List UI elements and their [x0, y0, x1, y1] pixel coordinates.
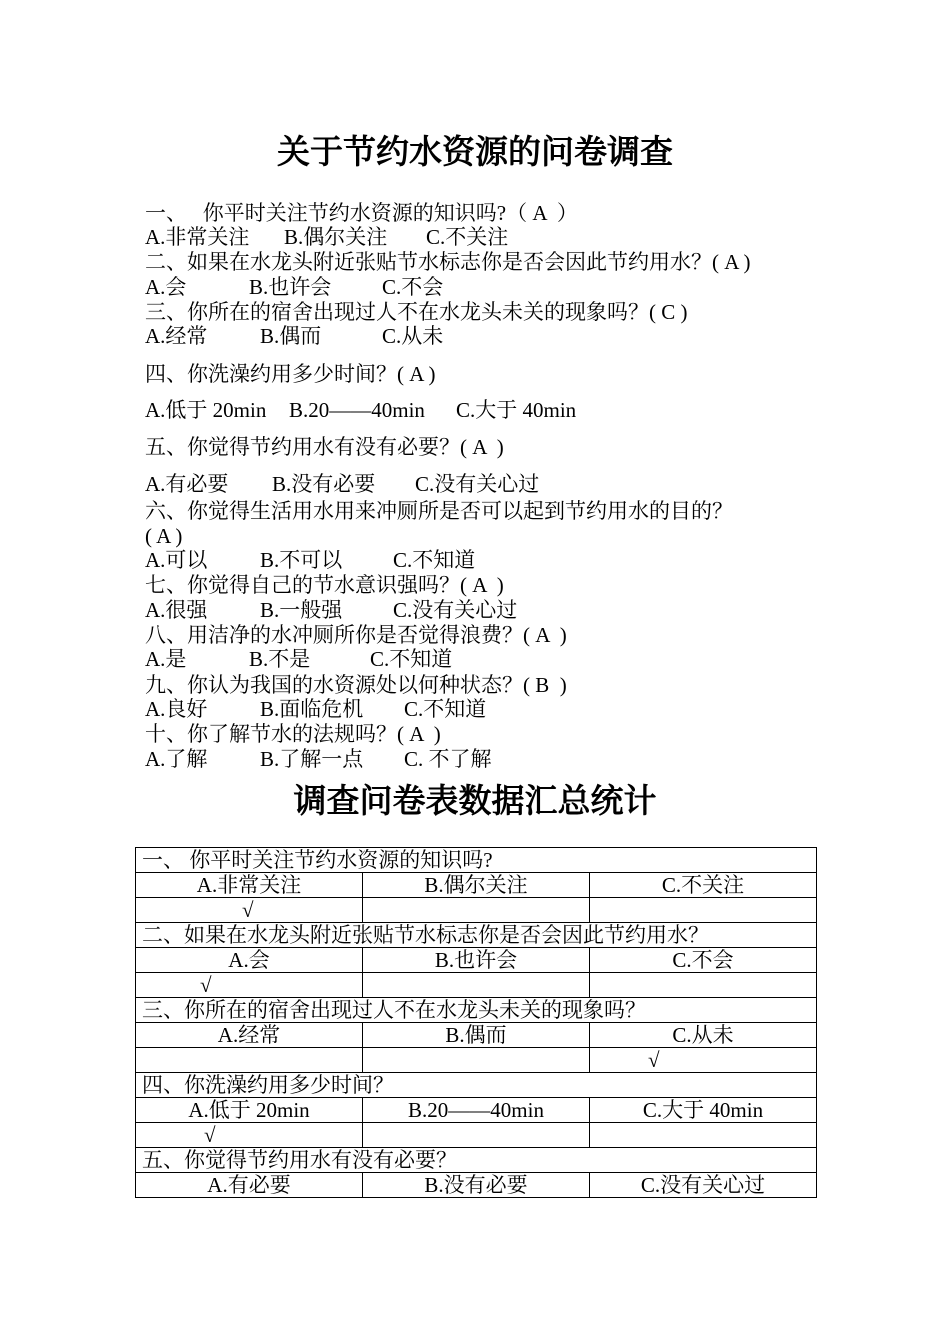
question-option: B.不可以 — [260, 548, 343, 572]
summary-tally-cell — [136, 1123, 363, 1148]
question-option: C. 不了解 — [404, 747, 492, 771]
question-option: C.从未 — [382, 324, 444, 348]
check-mark: √ — [204, 1123, 216, 1147]
question-option: B.了解一点 — [260, 747, 364, 771]
question-option: B.偶尔关注 — [284, 225, 388, 249]
question-option: A.是 — [145, 647, 187, 671]
question-option: A.会 — [145, 275, 187, 299]
summary-option: B.偶而 — [363, 1023, 590, 1048]
question-option: A.很强 — [145, 598, 208, 622]
question-option: A.良好 — [145, 697, 208, 721]
summary-option: B.偶尔关注 — [363, 873, 590, 898]
summary-tally-cell — [363, 1123, 590, 1148]
question-option: B.20——40min — [289, 398, 425, 422]
summary-table — [135, 847, 817, 1198]
question-text: 一、 你平时关注节约水资源的知识吗?（ A ） — [145, 201, 578, 225]
summary-tally-cell — [590, 1048, 817, 1073]
summary-option: A.经常 — [136, 1023, 363, 1048]
summary-option: C.从未 — [590, 1023, 817, 1048]
question-option: A.非常关注 — [145, 225, 250, 249]
summary-option: A.低于 20min — [136, 1098, 363, 1123]
summary-question: 一、 你平时关注节约水资源的知识吗? — [136, 848, 817, 873]
question-option: A.可以 — [145, 548, 208, 572]
summary-tally-cell — [136, 898, 363, 923]
summary-question: 二、如果在水龙头附近张贴节水标志你是否会因此节约用水？ — [136, 923, 817, 948]
question-option: C.不会 — [382, 275, 444, 299]
question-text: 六、你觉得生活用水用来冲厕所是否可以起到节约用水的目的？ — [145, 499, 733, 523]
summary-question: 五、你觉得节约用水有没有必要？ — [136, 1148, 817, 1173]
check-mark: √ — [242, 898, 254, 922]
question-option: C.没有关心过 — [393, 598, 518, 622]
summary-tally-cell — [590, 973, 817, 998]
question-option: B.偶而 — [260, 324, 322, 348]
summary-option: C.大于 40min — [590, 1098, 817, 1123]
summary-tally-cell — [363, 973, 590, 998]
summary-option: A.会 — [136, 948, 363, 973]
question-option: B.没有必要 — [272, 472, 376, 496]
summary-option: B.20——40min — [363, 1098, 590, 1123]
survey-title: 关于节约水资源的问卷调查 — [277, 132, 673, 171]
summary-option: A.非常关注 — [136, 873, 363, 898]
question-option: B.不是 — [249, 647, 311, 671]
question-text: 十、你了解节水的法规吗？( A ) — [145, 722, 441, 746]
check-mark: √ — [200, 973, 212, 997]
summary-option: B.没有必要 — [363, 1173, 590, 1198]
question-text: 九、你认为我国的水资源处以何种状态？( B ) — [145, 673, 567, 697]
summary-title: 调查问卷表数据汇总统计 — [293, 781, 657, 820]
question-text: 四、你洗澡约用多少时间？( A ) — [145, 362, 436, 386]
summary-option: C.没有关心过 — [590, 1173, 817, 1198]
question-option: C.不知道 — [393, 548, 476, 572]
question-answer-continued: ( A ) — [145, 524, 183, 548]
question-option: A.了解 — [145, 747, 208, 771]
question-option: B.一般强 — [260, 598, 343, 622]
question-text: 三、你所在的宿舍出现过人不在水龙头未关的现象吗？( C ) — [145, 300, 688, 324]
summary-tally-cell — [363, 898, 590, 923]
check-mark: √ — [648, 1048, 660, 1072]
question-option: C.不知道 — [404, 697, 487, 721]
question-text: 八、用洁净的水冲厕所你是否觉得浪费？( A ) — [145, 623, 567, 647]
summary-tally-cell — [136, 1048, 363, 1073]
question-option: C.没有关心过 — [415, 472, 540, 496]
summary-tally-cell — [136, 973, 363, 998]
summary-tally-cell — [363, 1048, 590, 1073]
question-option: A.有必要 — [145, 472, 229, 496]
summary-tally-cell — [590, 1123, 817, 1148]
summary-option: A.有必要 — [136, 1173, 363, 1198]
summary-option: C.不会 — [590, 948, 817, 973]
question-text: 二、如果在水龙头附近张贴节水标志你是否会因此节约用水？( A ) — [145, 250, 751, 274]
question-option: A.低于 20min — [145, 398, 267, 422]
summary-option: C.不关注 — [590, 873, 817, 898]
summary-option: B.也许会 — [363, 948, 590, 973]
question-option: B.面临危机 — [260, 697, 364, 721]
summary-question: 四、你洗澡约用多少时间？ — [136, 1073, 817, 1098]
question-option: B.也许会 — [249, 275, 332, 299]
question-option: C.不知道 — [370, 647, 453, 671]
question-text: 五、你觉得节约用水有没有必要？( A ) — [145, 435, 504, 459]
summary-tally-cell — [590, 898, 817, 923]
question-option: C.不关注 — [426, 225, 509, 249]
question-option: C.大于 40min — [456, 398, 577, 422]
question-text: 七、你觉得自己的节水意识强吗？( A ) — [145, 573, 504, 597]
summary-question: 三、你所在的宿舍出现过人不在水龙头未关的现象吗？ — [136, 998, 817, 1023]
question-option: A.经常 — [145, 324, 208, 348]
